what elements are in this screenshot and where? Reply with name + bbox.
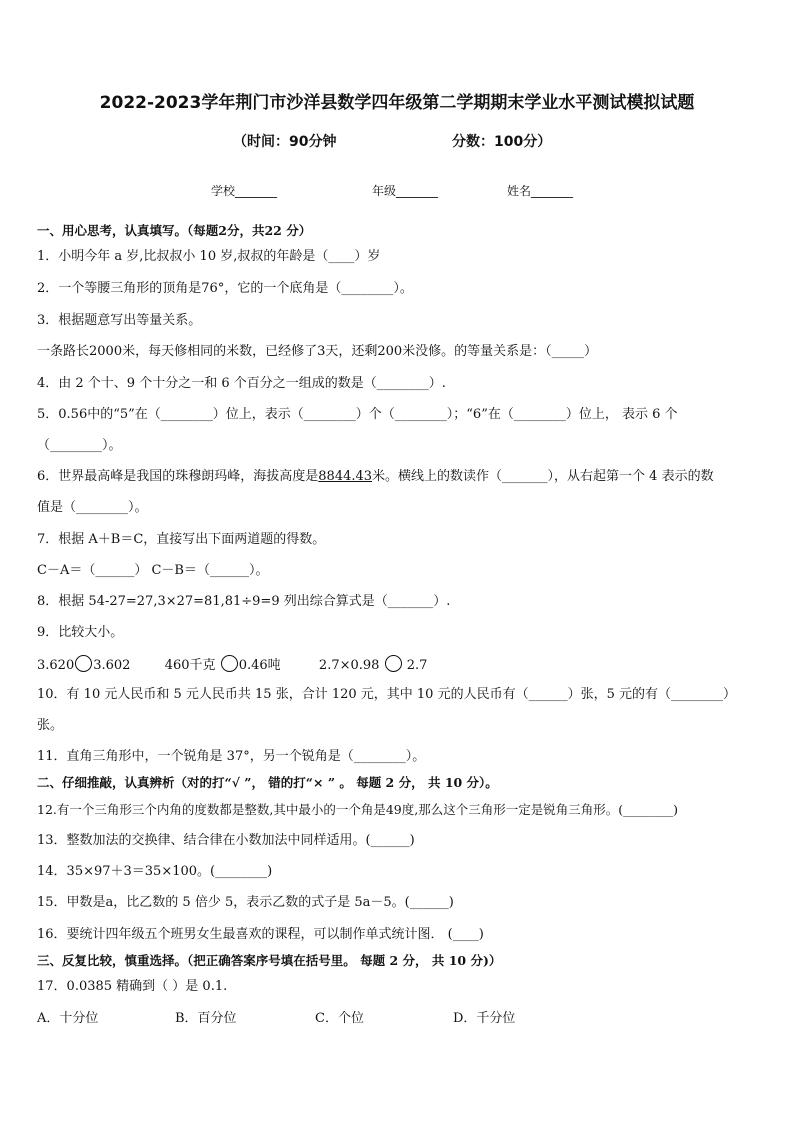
question-2: 2．一个等腰三角形的顶角是76°，它的一个底角是（________）。: [37, 281, 413, 296]
option-b: B．百分位: [175, 1011, 237, 1026]
compare-circle-icon: [385, 655, 402, 672]
question-6-pre: 6．世界最高峰是我国的珠穆朗玛峰，海拔高度是: [37, 469, 319, 484]
section-2-heading: 二、仔细推敲，认真辨析（对的打“√ ”， 错的打“× ” 。 每题 2 分， 共 10 分）。: [37, 775, 498, 790]
option-c: C．个位: [315, 1011, 364, 1026]
question-11: 11．直角三角形中，一个锐角是 37°，另一个锐角是（________）。: [37, 749, 426, 764]
compare-1-right: 3.602: [93, 658, 131, 673]
question-12: 12.有一个三角形三个内角的度数都是整数,其中最小的一个角是49度,那么这个三角形一定是锐角三角形。(________): [37, 802, 678, 817]
question-5-cont: （________）。: [37, 438, 122, 453]
school-field: 学校_______: [211, 184, 278, 198]
question-8: 8．根据 54-27=27,3×27=81,81÷9=9 列出综合算式是（_______）.: [37, 594, 451, 609]
compare-3-left: 2.7×0.98: [318, 658, 380, 673]
question-6: [37, 468, 764, 486]
compare-circle-icon: [221, 655, 238, 672]
compare-2-left: 460千克: [164, 658, 216, 673]
question-9-body: [37, 655, 764, 675]
question-13: 13．整数加法的交换律、结合律在小数加法中同样适用。(______): [37, 833, 415, 848]
question-6-post: 米。横线上的数读作（_______），从右起第一个 4 表示的数: [372, 469, 714, 484]
option-d: D．千分位: [453, 1011, 516, 1026]
question-3: 3．根据题意写出等量关系。: [37, 313, 202, 328]
compare-2-right: 0.46吨: [238, 658, 281, 673]
question-7-body: C－A＝（______） C－B＝（______）。: [37, 563, 269, 578]
question-17: 17．0.0385 精确到（ ）是 0.1.: [37, 979, 228, 994]
question-5: 5．0.56中的“5”在（________）位上，表示（________）个（________）；“6”在（________）位上， 表示 6 个: [37, 407, 678, 422]
compare-circle-icon: [75, 655, 92, 672]
exam-time: （时间：90分钟: [233, 134, 337, 150]
question-10-cont: 张。: [37, 718, 64, 733]
question-16: 16．要统计四年级五个班男女生最喜欢的课程，可以制作单式统计图． (____): [37, 927, 484, 942]
question-4: 4．由 2 个十、9 个十分之一和 6 个百分之一组成的数是（________）.: [37, 376, 446, 391]
question-15: 15．甲数是a，比乙数的 5 倍少 5，表示乙数的式子是 5a－5。(______): [37, 895, 454, 910]
compare-1-left: 3.620: [37, 658, 75, 673]
question-14: 14．35×97＋3＝35×100。(________): [37, 864, 273, 879]
section-3-heading: 三、反复比较，慎重选择。（把正确答案序号填在括号里。 每题 2 分， 共 10 分)）: [37, 953, 502, 968]
question-6-cont: 值是（________）。: [37, 500, 148, 515]
page-title: 2022-2023学年荆门市沙洋县数学四年级第二学期期末学业水平测试模拟试题: [99, 93, 695, 113]
question-7: 7．根据 A＋B＝C，直接写出下面两道题的得数。: [37, 532, 326, 547]
grade-field: 年级_______: [372, 184, 439, 198]
question-1: 1．小明今年 a 岁,比叔叔小 10 岁,叔叔的年龄是（____）岁: [37, 249, 381, 264]
name-field: 姓名_______: [507, 184, 574, 198]
question-9: 9．比较大小。: [37, 625, 124, 640]
exam-score: 分数：100分）: [452, 134, 552, 150]
question-10: 10．有 10 元人民币和 5 元人民币共 15 张，合计 120 元，其中 10 元的人民币有（______）张，5 元的有（________）: [37, 687, 736, 702]
compare-3-right: 2.7: [406, 658, 428, 673]
section-1-heading: 一、用心思考，认真填写。（每题2分，共22 分）: [37, 223, 312, 238]
option-a: A．十分位: [37, 1011, 99, 1026]
question-6-number: 8844.43: [318, 469, 373, 484]
question-3-body: 一条路长2000米，每天修相同的米数，已经修了3天，还剩200米没修。的等量关系是：（_____）: [37, 344, 598, 359]
